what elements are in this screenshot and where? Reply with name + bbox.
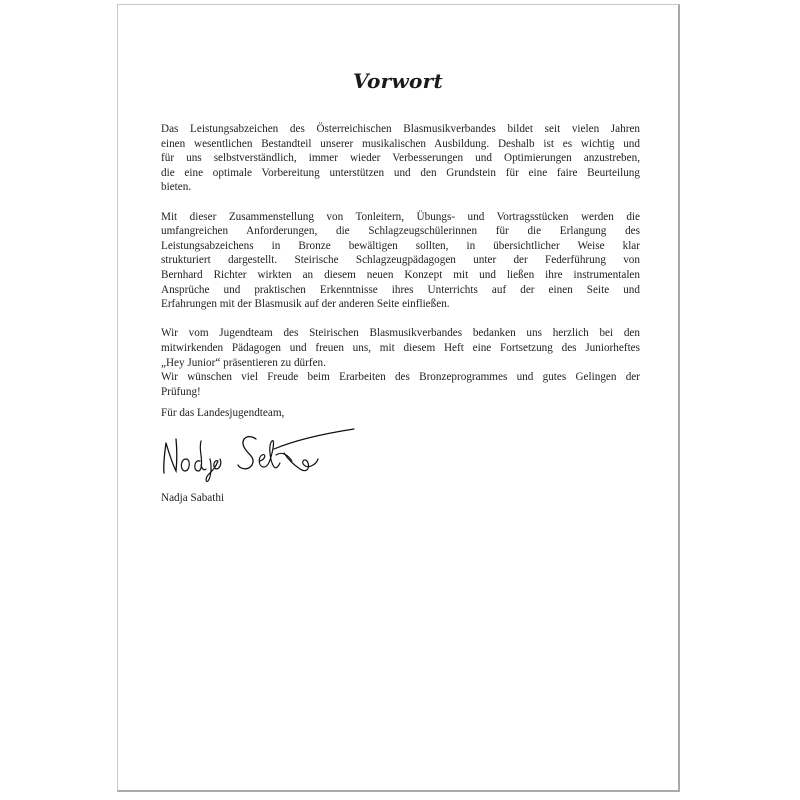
text-line: „Hey Junior“ präsentieren zu dürfen. [161,356,326,369]
text-line: Ansprüche und praktischen Erkenntnisse ihres Unterrichts auf der einen Seite und [161,283,640,296]
text-line: Erfahrungen mit der Blasmusik auf der anderen Seite einfließen. [161,298,450,311]
text-line: strukturiert dargestellt. Steirische Schlagzeugpädagogen unter der Federführung von [161,254,640,267]
text-line: Wir vom Jugendteam des Steirischen Blasmusikverbandes bedanken uns herzlich bei den [161,327,640,340]
paragraph-1 [161,122,640,195]
text-line: Leistungsabzeichens in Bronze bewältigen sollten, in übersichtlicher Weise klar [161,239,640,252]
paragraph-3 [161,326,640,399]
text-line: Das Leistungsabzeichen des Österreichischen Blasmusikverbandes bildet seit vielen Jahren [161,123,640,135]
text-line: die eine optimale Vorbereitung unterstützen und den Grundstein für eine faire Beurteilung [161,166,640,179]
signatory-name: Nadja Sabathi [161,492,225,504]
text-line: umfangreichen Anforderungen, die Schlagzeugschülerinnen für die Erlangung des [161,225,640,238]
text-line: einen wesentlichen Bestandteil unserer musikalischen Ausbildung. Deshalb ist es wichtig und [161,137,640,150]
closing-line: Für das Landesjugendteam, [161,407,285,419]
document-page [117,4,680,792]
text-line: Mit dieser Zusammenstellung von Tonleitern, Übungs- und Vortragsstücken werden die [161,210,640,223]
text-line: Prüfung! [161,385,201,398]
document-body [161,122,640,414]
paragraph-2 [161,210,640,312]
text-line: für uns selbstverständlich, immer wieder Verbesserungen und Optimierungen anzustreben, [161,152,640,165]
text-line: Bernhard Richter wirkten an diesem neuen Konzept mit und ließen ihre instrumentalen [161,268,640,281]
page-title: Vorwort [353,69,443,93]
text-line: Wir wünschen viel Freude beim Erarbeiten des Bronzeprogrammes und gutes Gelingen der [161,371,640,384]
text-line: bieten. [161,181,192,194]
text-line: mitwirkenden Pädagogen und freuen uns, mit diesem Heft eine Fortsetzung des Juniorheftes [161,341,640,354]
handwritten-signature [158,425,358,485]
